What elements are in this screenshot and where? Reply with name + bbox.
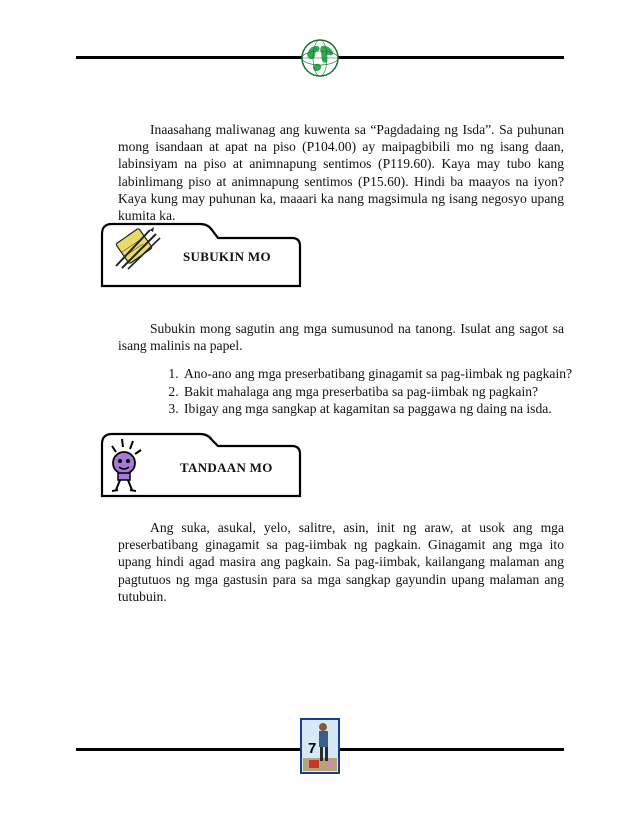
list-item: 2. Bakit mahalaga ang mga preserbatiba sa pag-iimbak ng pagkain? (182, 383, 602, 401)
page-number: 7 (308, 740, 317, 757)
intro-paragraph: Inaasahang maliwanag ang kuwenta sa “Pagdadaing ng Isda”. Sa puhunan mong isandaan at apat na piso (P104.00) ay maipagbibili mo ng isang daan, labinsiyam na piso at animnapung sentimos (P119.60). Kaya may tubo kang labinlimang piso at animnapung sentimos (P15.60). Hindi ba maayos na iyon? Kaya kung may puhunan ka, maaari ka nang magsimula ng isang negosyo upang kumita ka. (118, 122, 564, 224)
subukin-instruction: Subukin mong sagutin ang mga sumusunod na tanong. Isulat ang sagot sa isang malinis na papel. (118, 321, 564, 354)
lightbulb-icon (104, 436, 144, 494)
list-item: 3. Ibigay ang mga sangkap at kagamitan sa paggawa ng daing na isda. (182, 400, 602, 418)
tandaan-heading: TANDAAN MO (180, 460, 273, 475)
header-rule-left (76, 56, 302, 59)
list-item: 1. Ano-ano ang mga preserbatibang ginagamit sa pag-iimbak ng pagkain? (182, 365, 602, 383)
globe-icon (300, 38, 340, 78)
header-rule-right (338, 56, 564, 59)
pencils-notepad-icon (110, 226, 164, 270)
footer-rule-left (76, 748, 302, 751)
vendor-picture-icon (300, 718, 340, 774)
subukin-heading: SUBUKIN MO (183, 249, 271, 264)
question-list (150, 365, 602, 418)
tandaan-paragraph: Ang suka, asukal, yelo, salitre, asin, init ng araw, at usok ang mga preserbatibang ginagamit sa pag-iimbak ng pagkain. Ginagamit ang mga ito upang hindi agad masira ang pagkain. Sa pag-iimbak, kailangang malaman ang pagtutuos ng mga gastusin para sa mga sangkap gayundin upang malaman ang tutubuin. (118, 520, 564, 604)
footer-rule-right (338, 748, 564, 751)
